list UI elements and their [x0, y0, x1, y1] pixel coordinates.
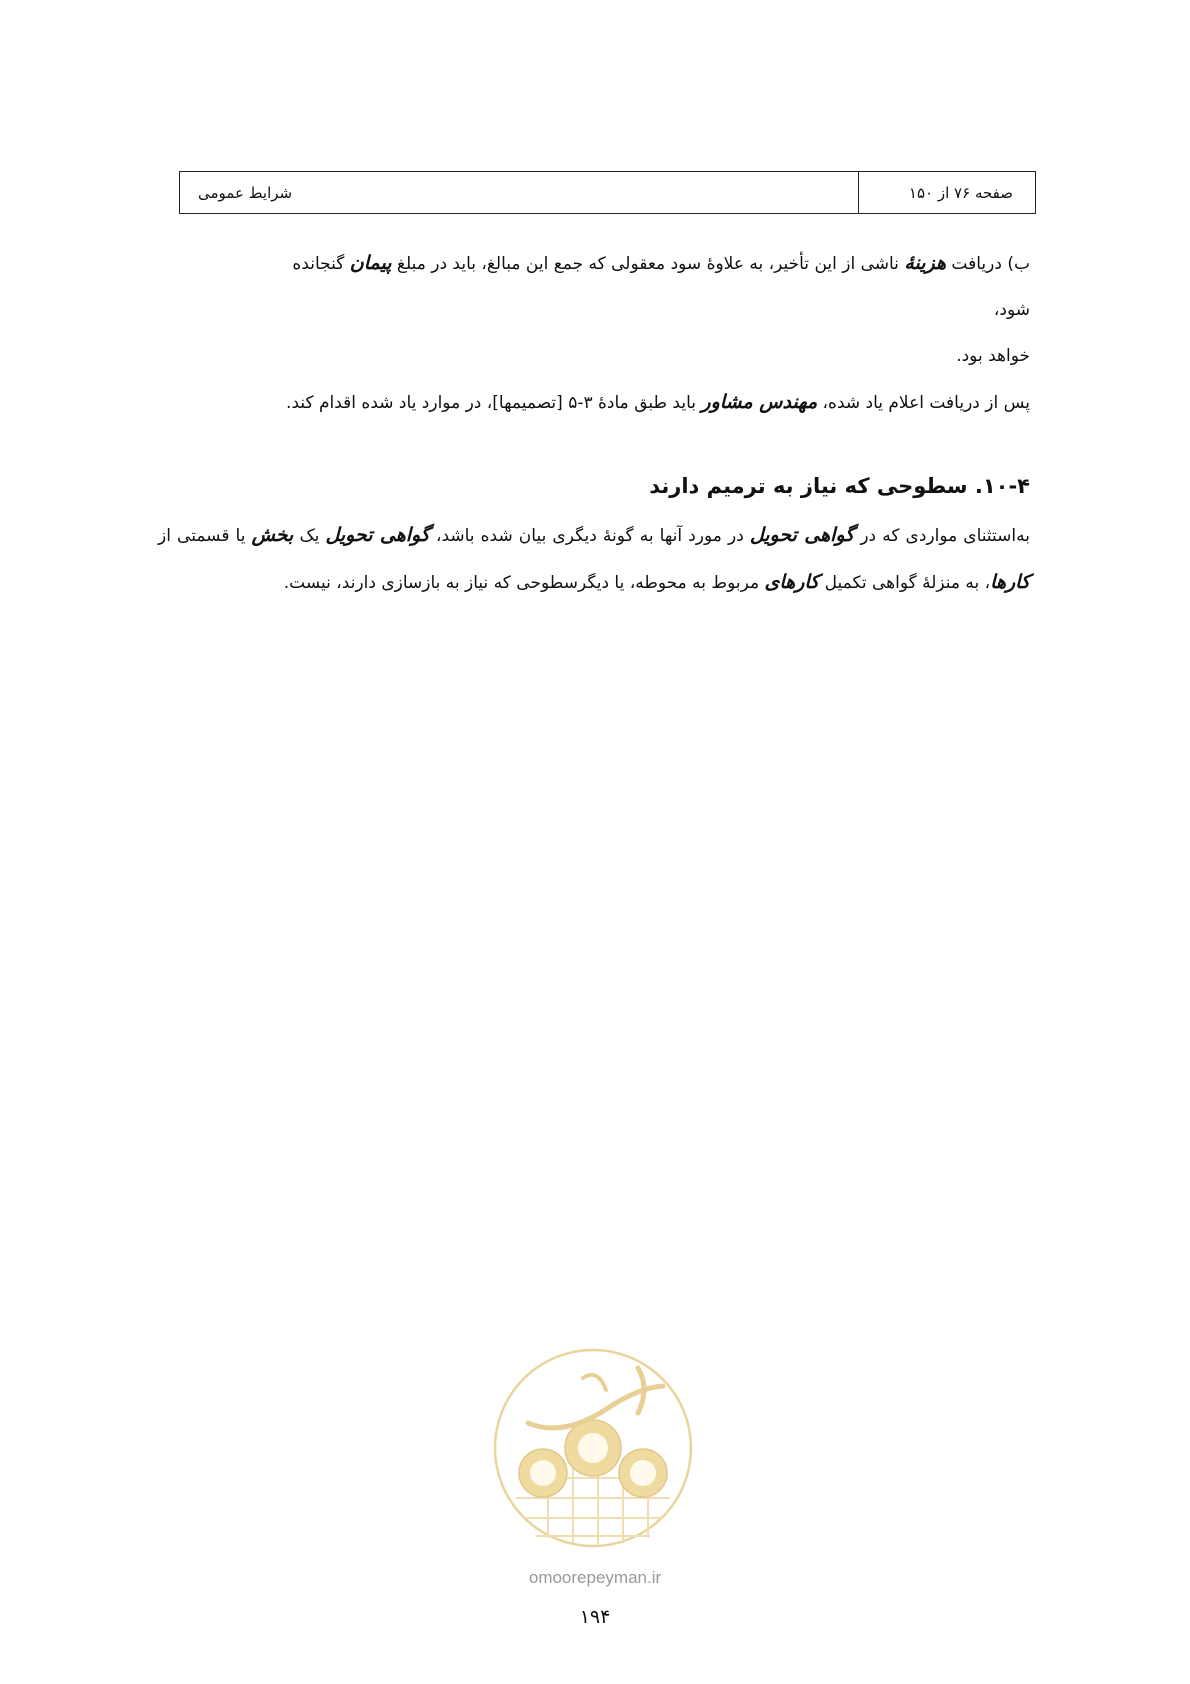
text-run: یا قسمتی از [158, 526, 252, 546]
term-works: کارها [990, 571, 1030, 593]
term-consulting-engineer: مهندس مشاور [701, 391, 818, 413]
header-page-label: صفحه ۷۶ از ۱۵۰ [858, 172, 1035, 213]
text-run: گنجانده [292, 254, 350, 274]
text-run: ب) دریافت [946, 254, 1030, 274]
document-body [158, 240, 1030, 606]
term-works-of: کارهای [764, 571, 820, 593]
term-taking-over-certificate: گواهی تحویل [325, 524, 430, 546]
term-contract: پیمان [349, 252, 392, 274]
paragraph-surfaces [158, 512, 1030, 606]
omoorepeyman-logo-icon [488, 1328, 698, 1568]
text-run: مربوط به محوطه، یا دیگرسطوحی که نیاز به بازسازی دارند، نیست. [283, 573, 765, 593]
text-run: ، به منزلهٔ گواهی تکمیل [819, 573, 991, 593]
header-section-title: شرایط عمومی [198, 183, 293, 202]
line-khahad-bood: خواهد بود. [956, 346, 1030, 366]
text-run: ناشی از این تأخیر، به علاوهٔ سود معقولی که جمع این مبالغ، باید در مبلغ [391, 254, 905, 274]
line-shavad: شود، [993, 300, 1030, 320]
text-run: باید طبق مادهٔ ۳-۵ [تصمیمها]، در موارد یاد شده اقدام کند. [286, 393, 702, 413]
term-section: بخش [251, 524, 294, 546]
paragraph-delay-cost [158, 240, 1030, 287]
text-run: یک [293, 526, 326, 546]
page-header [179, 171, 1036, 214]
text-run: در مورد آنها به گونهٔ دیگری بیان شده باشد، [429, 526, 750, 546]
term-taking-over-certificate: گواهی تحویل [749, 524, 855, 546]
website-url: omoorepeyman.ir [528, 1568, 662, 1587]
page-number: ۱۹۴ [579, 1606, 611, 1628]
section-heading: ۱۰-۴. سطوحی که نیاز به ترمیم دارند [649, 474, 1030, 498]
term-cost: هزینهٔ [904, 252, 947, 274]
paragraph-after-notice [158, 379, 1030, 426]
text-run: به‌استثنای مواردی که در [854, 526, 1030, 546]
text-run: پس از دریافت اعلام یاد شده، [817, 393, 1030, 413]
